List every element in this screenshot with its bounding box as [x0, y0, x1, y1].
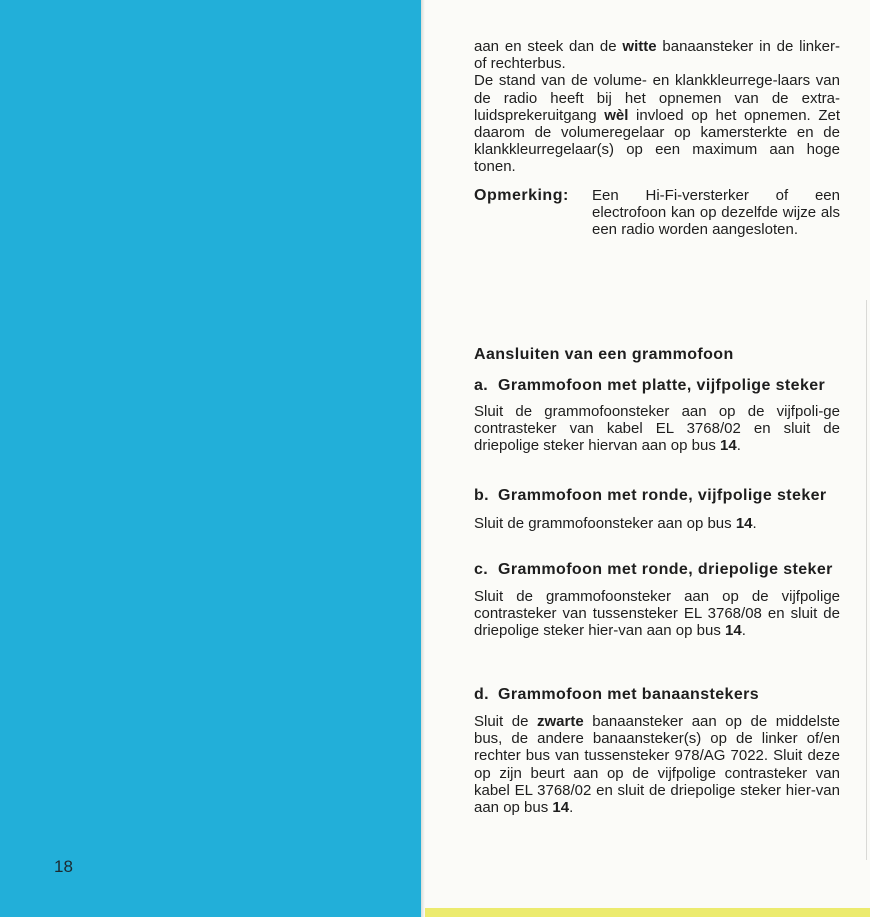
- item-letter: b.: [474, 487, 490, 504]
- bottom-edge-strip: [425, 908, 870, 917]
- item-body-text: .: [741, 622, 746, 640]
- item-d: [474, 686, 840, 816]
- item-a: [474, 377, 840, 455]
- item-b-heading: [474, 487, 840, 505]
- intro-text: banaansteker in de linker- of rechterbus.: [474, 38, 840, 73]
- item-letter: c.: [474, 561, 489, 578]
- item-b: [474, 487, 840, 532]
- blue-cover-panel: [0, 0, 421, 917]
- item-bus-number: 14: [720, 437, 737, 455]
- intro-block: [474, 38, 840, 176]
- note-text: Een Hi-Fi-versterker of een electrofoon kan op dezelfde wijze als een radio worden aangesloten.: [592, 187, 840, 239]
- item-body-text: Sluit de grammofoonsteker aan op bus: [474, 515, 736, 532]
- item-a-body: [474, 403, 840, 455]
- item-body-text: banaansteker aan op de middelste bus, de andere banaansteker(s) op de linker of/en rechter bus van tussensteker 978/AG 7022. Sluit deze op zijn beurt aan op de vijfpolige contrasteker van kabel EL 3768/02 en sluit de driepolige steker hier-van aan op bus: [474, 713, 840, 817]
- intro-emphasis-wel: wèl: [604, 106, 629, 124]
- item-bus-number: 14: [725, 622, 742, 640]
- intro-emphasis-witte: witte: [622, 38, 657, 55]
- item-bus-number: 14: [735, 515, 753, 532]
- item-c: [474, 561, 840, 640]
- intro-paragraph-2: [474, 72, 840, 175]
- item-emphasis-zwarte: zwarte: [537, 713, 584, 730]
- item-body-text: .: [569, 799, 574, 817]
- page-edge-line: [866, 300, 867, 860]
- item-title: Grammofoon met ronde, driepolige steker: [498, 561, 833, 578]
- section-heading: Aansluiten van een grammofoon: [474, 346, 734, 363]
- intro-text: aan en steek dan de: [474, 38, 623, 55]
- item-letter: d.: [474, 686, 490, 703]
- item-body-text: .: [752, 515, 757, 532]
- item-a-heading: [474, 377, 840, 395]
- item-d-heading: [474, 686, 840, 704]
- item-d-body: [474, 713, 840, 816]
- note-label: Opmerking:: [474, 187, 569, 204]
- section-heading-block: [474, 346, 840, 364]
- item-title: Grammofoon met platte, vijfpolige steker: [498, 377, 826, 394]
- page-fold: [421, 0, 425, 917]
- item-c-body: [474, 588, 840, 640]
- item-body-text: Sluit de grammofoonsteker aan op de vijfpoli-ge contrasteker van kabel EL 3768/02 en sluit de driepolige steker hiervan aan op bus: [474, 403, 840, 455]
- item-body-text: Sluit de: [474, 713, 537, 730]
- item-title: Grammofoon met banaanstekers: [498, 686, 760, 703]
- note-block: [474, 187, 840, 239]
- item-body-text: .: [736, 437, 741, 455]
- item-title: Grammofoon met ronde, vijfpolige steker: [498, 487, 827, 504]
- item-c-heading: [474, 561, 840, 579]
- item-bus-number: 14: [552, 799, 570, 817]
- intro-paragraph-1: [474, 38, 840, 72]
- intro-text: invloed op het opnemen. Zet daarom de volumeregelaar op kamersterkte en de klankkleurregelaar(s) op een maximum aan hoge tonen.: [474, 106, 841, 176]
- item-b-body: [474, 515, 840, 532]
- page-number: 18: [54, 857, 73, 876]
- item-letter: a.: [474, 377, 489, 394]
- item-body-text: Sluit de grammofoonsteker aan op de vijfpolige contrasteker van tussensteker EL 3768/08 en sluit de driepolige steker hier-van aan op bus: [474, 588, 840, 640]
- intro-text: De stand van de volume- en klankkleurrege-laars van de radio heeft bij het opnemen van de extra-luidsprekeruitgang: [474, 72, 840, 124]
